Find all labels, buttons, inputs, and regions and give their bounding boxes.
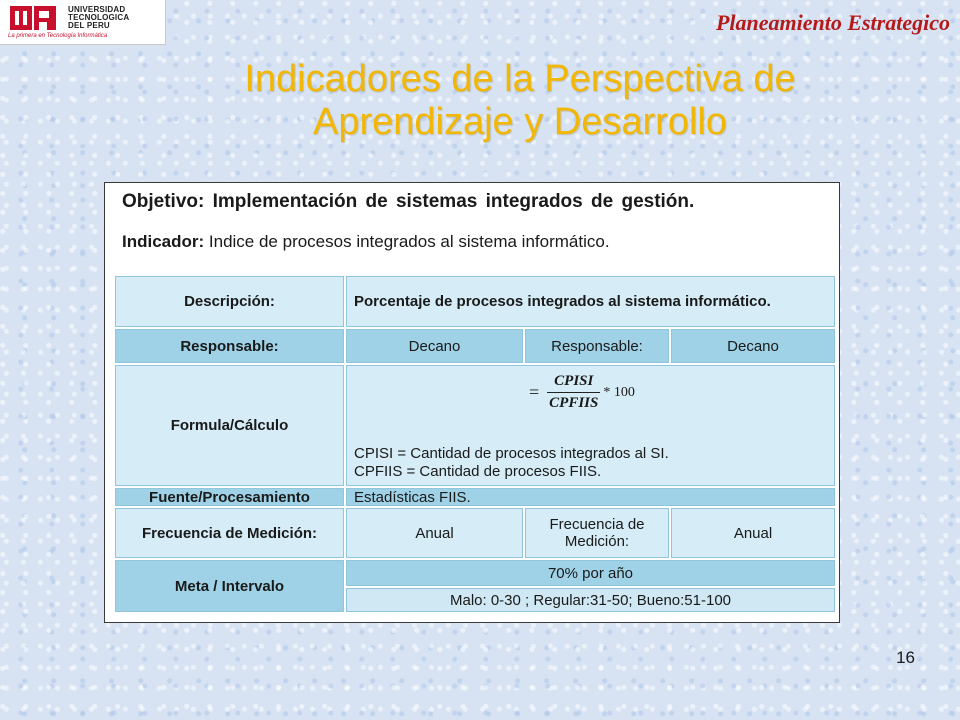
university-logo bbox=[0, 0, 166, 45]
frecuencia-value-2: Anual bbox=[670, 507, 836, 559]
table-row bbox=[114, 559, 836, 587]
responsable-value-2: Decano bbox=[670, 328, 836, 364]
descripcion-value: Porcentaje de procesos integrados al sistema informático. bbox=[345, 275, 836, 328]
formula-definition-2: CPFIIS = Cantidad de procesos FIIS. bbox=[354, 463, 602, 480]
page-number: 16 bbox=[896, 648, 915, 667]
formula-equals: = bbox=[529, 382, 540, 402]
meta-value: 70% por año bbox=[345, 559, 836, 587]
responsable-label: Responsable: bbox=[114, 328, 345, 364]
frecuencia-label-2: Frecuencia de Medición: bbox=[524, 507, 670, 559]
logo-tagline: La primera en Tecnología Informática bbox=[8, 33, 108, 39]
formula-expression bbox=[529, 373, 635, 412]
table-row bbox=[114, 328, 836, 364]
indicator-text bbox=[122, 232, 610, 252]
objective-text: Objetivo: Implementación de sistemas integrados de gestión. bbox=[122, 191, 695, 212]
table-row bbox=[114, 507, 836, 559]
formula-label: Formula/Cálculo bbox=[114, 364, 345, 487]
formula-cell bbox=[345, 364, 836, 487]
indicator-table bbox=[113, 274, 837, 614]
responsable-value: Decano bbox=[345, 328, 524, 364]
meta-label: Meta / Intervalo bbox=[114, 559, 345, 613]
slide-title bbox=[150, 58, 890, 144]
frecuencia-label: Frecuencia de Medición: bbox=[114, 507, 345, 559]
intervalo-value: Malo: 0-30 ; Regular:31-50; Bueno:51-100 bbox=[345, 587, 836, 613]
formula-fraction bbox=[547, 373, 600, 412]
frecuencia-value: Anual bbox=[345, 507, 524, 559]
indicator-card bbox=[104, 182, 840, 623]
slide-title-line1: Indicadores de la Perspectiva de bbox=[244, 58, 796, 100]
responsable-label-2: Responsable: bbox=[524, 328, 670, 364]
utp-logo-icon bbox=[10, 4, 64, 32]
formula-definition-1: CPISI = Cantidad de procesos integrados al SI. bbox=[354, 445, 669, 462]
formula-numerator: CPISI bbox=[554, 373, 594, 389]
descripcion-label: Descripción: bbox=[114, 275, 345, 328]
fraction-bar bbox=[547, 392, 600, 393]
indicator-value: Indice de procesos integrados al sistema informático. bbox=[204, 232, 610, 251]
table-row bbox=[114, 364, 836, 487]
slide-title-line2: Aprendizaje y Desarrollo bbox=[313, 101, 727, 143]
fuente-value: Estadísticas FIIS. bbox=[345, 487, 836, 507]
logo-text-line1: UNIVERSIDAD bbox=[68, 5, 126, 14]
fuente-label: Fuente/Procesamiento bbox=[114, 487, 345, 507]
logo-text-line2: TECNOLOGICA bbox=[68, 13, 130, 22]
section-title: Planeamiento Estrategico bbox=[715, 10, 950, 35]
indicator-label: Indicador: bbox=[122, 232, 205, 251]
logo-text-line3: DEL PERU bbox=[68, 21, 110, 30]
table-row bbox=[114, 487, 836, 507]
formula-denominator: CPFIIS bbox=[549, 395, 599, 411]
table-row bbox=[114, 275, 836, 328]
formula-multiplier: * 100 bbox=[603, 384, 635, 400]
